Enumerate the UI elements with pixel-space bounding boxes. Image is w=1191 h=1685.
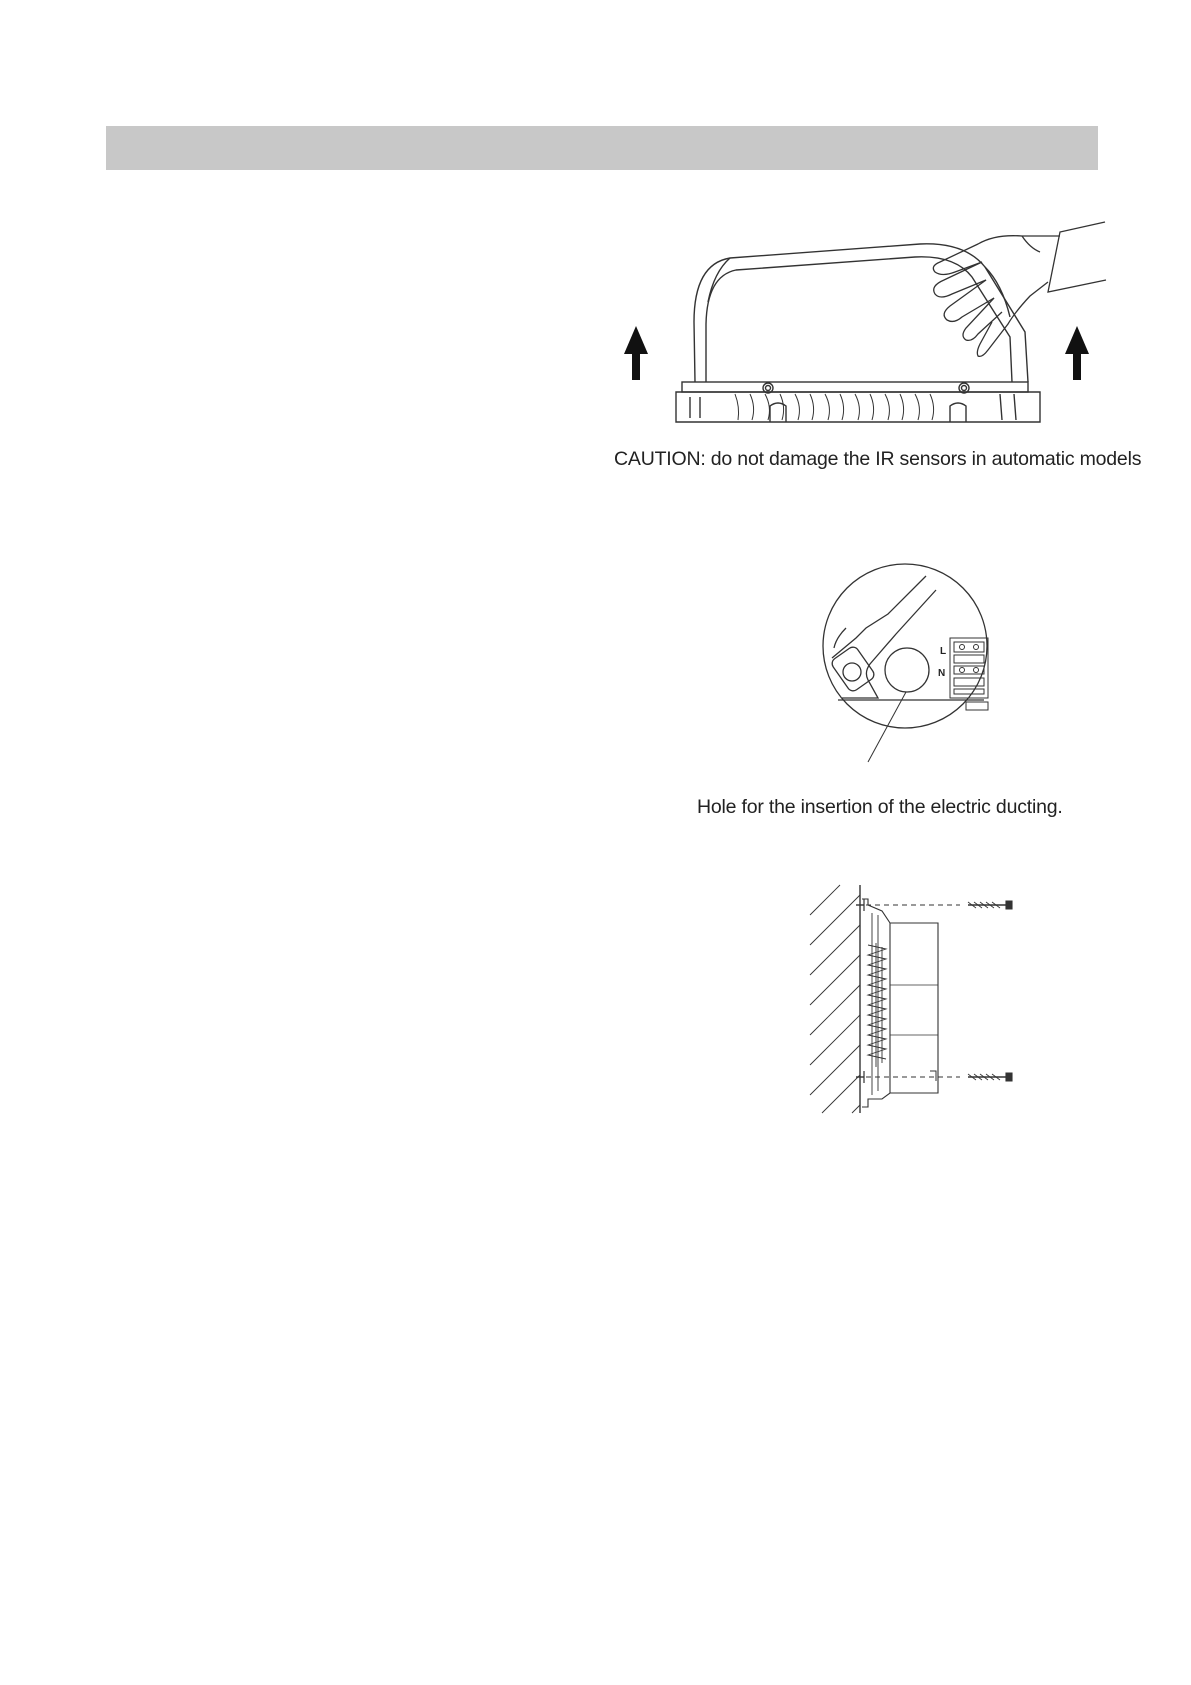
wall-mounting-illustration — [810, 885, 1022, 1113]
terminal-block-icon — [950, 638, 988, 710]
caution-caption: CAUTION: do not damage the IR sensors in automatic models — [614, 448, 1142, 470]
lift-arrow-left-icon — [624, 326, 648, 380]
ducting-hole-caption: Hole for the insertion of the electric ducting. — [697, 796, 1063, 818]
terminal-label-live: L — [940, 646, 947, 657]
cover-lift-illustration — [610, 222, 1110, 430]
section-header-bar — [106, 126, 1098, 170]
ducting-hole-detail-illustration — [818, 568, 1048, 778]
lift-arrow-right-icon — [1065, 326, 1089, 380]
terminal-label-neutral: N — [938, 668, 946, 679]
